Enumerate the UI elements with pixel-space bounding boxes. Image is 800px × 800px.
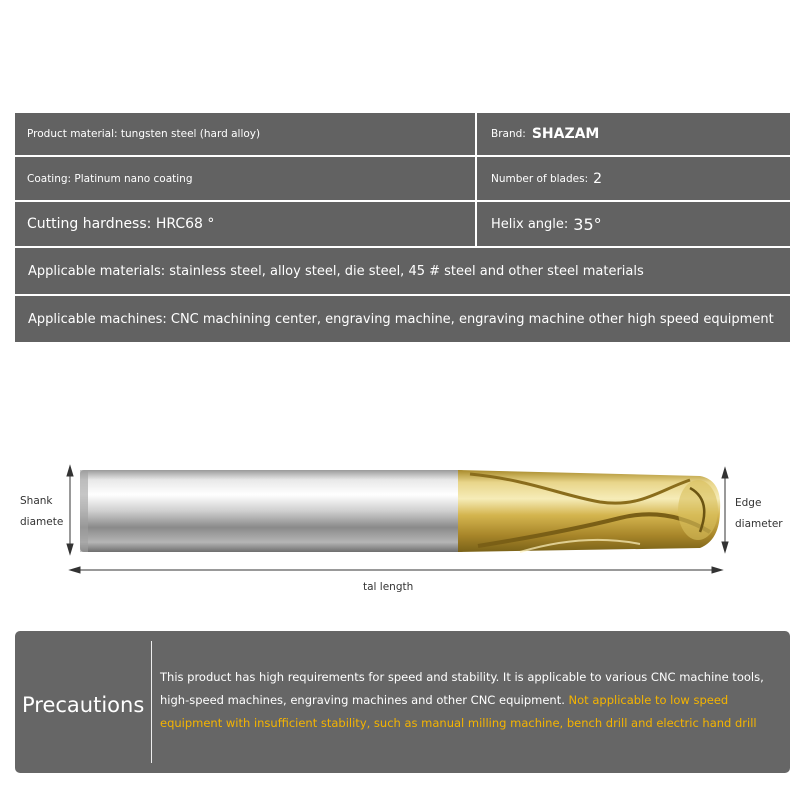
spec-table	[15, 113, 790, 342]
edge-label-line1: Edge	[735, 497, 762, 509]
spec-row-material-brand	[15, 113, 790, 157]
shank-label-line1: Shank	[20, 495, 53, 507]
precautions-title: Precautions	[22, 693, 145, 717]
applicable-materials: Applicable materials: stainless steel, alloy steel, die steel, 45 # steel and other steel materials	[28, 263, 644, 279]
brand-value: SHAZAM	[531, 126, 600, 142]
precautions-warning-text: Not applicable to low speed equipment with insufficient stability, such as manual milling machine, bench drill and electric hand drill	[160, 693, 757, 730]
spec-row-machines	[15, 296, 790, 342]
shank-label-line2: diamete	[20, 516, 64, 528]
edge-diameter-arrow	[722, 468, 728, 552]
helix-label: Helix angle:	[491, 216, 569, 232]
edge-diameter-label	[735, 493, 783, 535]
total-length-label: tal length	[363, 581, 414, 593]
applicable-machines: Applicable machines: CNC machining center, engraving machine, engraving machine other high speed equipment	[28, 311, 774, 327]
precautions-divider	[151, 641, 152, 763]
tool-diagram	[0, 440, 800, 610]
shank-diameter-arrow	[67, 466, 73, 554]
spec-row-hardness-helix	[15, 202, 790, 248]
precautions-normal-text: This product has high requirements for speed and stability. It is applicable to various CNC machine tools, high-speed machines, engraving machines and other CNC equipment.	[160, 670, 764, 707]
edge-label-line2: diameter	[735, 518, 783, 530]
coated-flute-section	[458, 470, 720, 552]
spec-row-coating-blades	[15, 157, 790, 202]
blades-value: 2	[593, 170, 603, 187]
material-cell: Product material: tungsten steel (hard alloy)	[15, 113, 477, 155]
total-length-arrow	[70, 567, 722, 573]
helix-cell	[477, 202, 790, 246]
brand-cell	[477, 113, 790, 155]
blades-label: Number of blades:	[491, 172, 589, 185]
helix-value: 35°	[573, 214, 602, 234]
precautions-panel	[15, 631, 790, 773]
precautions-text	[160, 666, 785, 735]
hardness-cell: Cutting hardness: HRC68 °	[15, 202, 477, 246]
brand-label: Brand:	[491, 128, 526, 140]
spec-row-materials	[15, 248, 790, 296]
shank-diameter-label	[20, 491, 63, 533]
shank	[80, 470, 465, 552]
coating-cell: Coating: Platinum nano coating	[15, 157, 477, 200]
blades-cell	[477, 157, 790, 200]
